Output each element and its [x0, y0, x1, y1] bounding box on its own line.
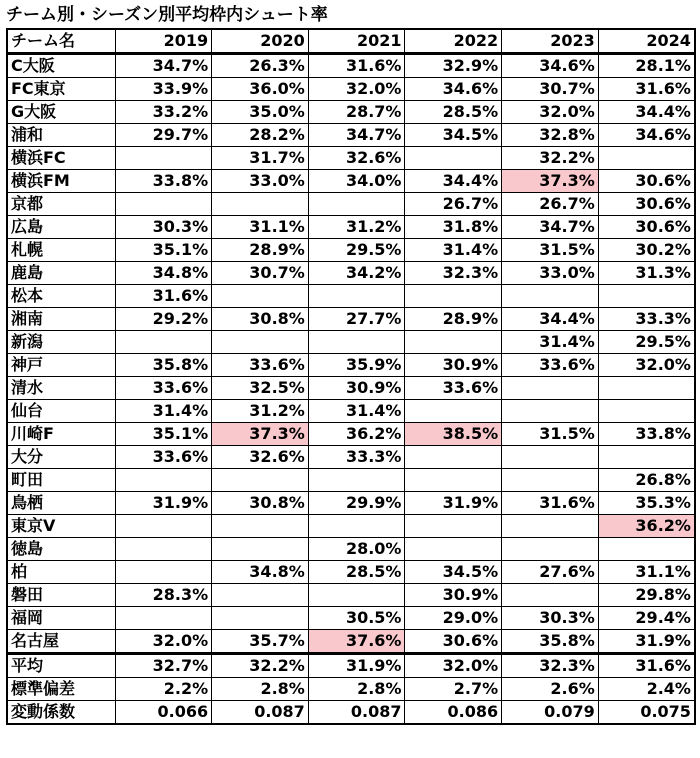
value-cell	[405, 147, 502, 170]
column-header-year: 2019	[115, 29, 212, 54]
value-cell: 31.7%	[212, 147, 309, 170]
team-name: 札幌	[7, 239, 115, 262]
team-name: 湘南	[7, 308, 115, 331]
value-cell: 34.8%	[212, 561, 309, 584]
value-cell: 2.2%	[115, 678, 212, 701]
value-cell: 33.2%	[115, 101, 212, 124]
value-cell: 30.3%	[115, 216, 212, 239]
team-name: 徳島	[7, 538, 115, 561]
value-cell: 34.6%	[502, 54, 599, 78]
value-cell: 34.8%	[115, 262, 212, 285]
summary-row	[7, 701, 695, 725]
value-cell: 38.5%	[405, 423, 502, 446]
table-row	[7, 423, 695, 446]
value-cell: 30.7%	[212, 262, 309, 285]
value-cell	[115, 515, 212, 538]
team-name: 名古屋	[7, 630, 115, 654]
value-cell: 33.8%	[598, 423, 695, 446]
value-cell: 31.2%	[308, 216, 405, 239]
value-cell	[502, 377, 599, 400]
value-cell: 30.2%	[598, 239, 695, 262]
summary-label: 標準偏差	[7, 678, 115, 701]
value-cell: 29.5%	[598, 331, 695, 354]
value-cell	[405, 469, 502, 492]
value-cell: 35.0%	[212, 101, 309, 124]
value-cell: 35.3%	[598, 492, 695, 515]
value-cell: 2.4%	[598, 678, 695, 701]
value-cell	[598, 538, 695, 561]
value-cell	[115, 561, 212, 584]
value-cell: 35.1%	[115, 423, 212, 446]
value-cell: 34.4%	[405, 170, 502, 193]
value-cell: 34.4%	[598, 101, 695, 124]
table-row	[7, 492, 695, 515]
value-cell	[212, 584, 309, 607]
value-cell: 26.3%	[212, 54, 309, 78]
column-header-team: チーム名	[7, 29, 115, 54]
value-cell: 30.6%	[598, 216, 695, 239]
value-cell: 28.3%	[115, 584, 212, 607]
value-cell: 30.8%	[212, 492, 309, 515]
value-cell: 32.5%	[212, 377, 309, 400]
value-cell: 31.1%	[598, 561, 695, 584]
summary-label: 変動係数	[7, 701, 115, 725]
table-row	[7, 101, 695, 124]
value-cell: 29.8%	[598, 584, 695, 607]
team-name: C大阪	[7, 54, 115, 78]
value-cell: 36.0%	[212, 78, 309, 101]
team-name: 鹿島	[7, 262, 115, 285]
value-cell	[598, 446, 695, 469]
value-cell: 31.9%	[308, 654, 405, 678]
value-cell: 32.9%	[405, 54, 502, 78]
value-cell: 32.3%	[405, 262, 502, 285]
value-cell: 31.6%	[502, 492, 599, 515]
value-cell: 28.5%	[405, 101, 502, 124]
team-name: 京都	[7, 193, 115, 216]
value-cell	[115, 147, 212, 170]
value-cell: 34.7%	[308, 124, 405, 147]
team-name: 柏	[7, 561, 115, 584]
value-cell: 31.8%	[405, 216, 502, 239]
value-cell: 32.0%	[405, 654, 502, 678]
team-name: 清水	[7, 377, 115, 400]
table-row	[7, 170, 695, 193]
value-cell: 31.4%	[115, 400, 212, 423]
value-cell: 33.3%	[308, 446, 405, 469]
table-row	[7, 147, 695, 170]
team-name: 横浜FC	[7, 147, 115, 170]
value-cell: 34.4%	[502, 308, 599, 331]
value-cell: 33.6%	[115, 446, 212, 469]
value-cell: 34.2%	[308, 262, 405, 285]
team-name: 東京V	[7, 515, 115, 538]
value-cell: 32.3%	[502, 654, 599, 678]
value-cell: 2.7%	[405, 678, 502, 701]
value-cell: 28.1%	[598, 54, 695, 78]
value-cell: 32.2%	[502, 147, 599, 170]
value-cell: 32.2%	[212, 654, 309, 678]
value-cell: 28.7%	[308, 101, 405, 124]
value-cell	[405, 446, 502, 469]
column-header-year: 2021	[308, 29, 405, 54]
value-cell: 33.6%	[502, 354, 599, 377]
value-cell: 34.5%	[405, 561, 502, 584]
shot-accuracy-table	[6, 28, 696, 725]
table-row	[7, 607, 695, 630]
value-cell: 28.5%	[308, 561, 405, 584]
value-cell: 32.0%	[115, 630, 212, 654]
value-cell: 37.6%	[308, 630, 405, 654]
value-cell: 31.9%	[405, 492, 502, 515]
value-cell: 28.9%	[212, 239, 309, 262]
value-cell: 0.075	[598, 701, 695, 725]
value-cell: 34.6%	[598, 124, 695, 147]
value-cell: 33.6%	[115, 377, 212, 400]
value-cell	[115, 469, 212, 492]
team-name: 松本	[7, 285, 115, 308]
team-name: 川崎F	[7, 423, 115, 446]
table-row	[7, 285, 695, 308]
table-row	[7, 469, 695, 492]
summary-rows	[7, 654, 695, 725]
team-name: 新潟	[7, 331, 115, 354]
value-cell: 31.1%	[212, 216, 309, 239]
value-cell: 33.9%	[115, 78, 212, 101]
value-cell	[212, 538, 309, 561]
value-cell: 28.2%	[212, 124, 309, 147]
team-name: FC東京	[7, 78, 115, 101]
value-cell	[502, 400, 599, 423]
team-name: G大阪	[7, 101, 115, 124]
value-cell: 30.3%	[502, 607, 599, 630]
table-row	[7, 239, 695, 262]
value-cell	[598, 377, 695, 400]
value-cell: 31.4%	[502, 331, 599, 354]
value-cell: 31.6%	[598, 78, 695, 101]
value-cell: 34.7%	[502, 216, 599, 239]
value-cell: 26.7%	[502, 193, 599, 216]
value-cell	[212, 607, 309, 630]
value-cell: 32.0%	[308, 78, 405, 101]
team-name: 神戸	[7, 354, 115, 377]
value-cell: 37.3%	[502, 170, 599, 193]
value-cell: 29.5%	[308, 239, 405, 262]
value-cell	[598, 285, 695, 308]
value-cell: 32.0%	[598, 354, 695, 377]
value-cell: 28.9%	[405, 308, 502, 331]
value-cell	[115, 538, 212, 561]
team-name: 仙台	[7, 400, 115, 423]
summary-row	[7, 678, 695, 701]
value-cell: 35.1%	[115, 239, 212, 262]
team-name: 鳥栖	[7, 492, 115, 515]
value-cell	[308, 469, 405, 492]
table-row	[7, 331, 695, 354]
value-cell: 35.9%	[308, 354, 405, 377]
value-cell: 0.086	[405, 701, 502, 725]
value-cell	[405, 400, 502, 423]
column-header-year: 2023	[502, 29, 599, 54]
summary-row	[7, 654, 695, 678]
value-cell	[308, 331, 405, 354]
column-header-year: 2022	[405, 29, 502, 54]
team-name: 浦和	[7, 124, 115, 147]
header-row	[7, 29, 695, 54]
summary-label: 平均	[7, 654, 115, 678]
table-row	[7, 446, 695, 469]
value-cell	[212, 193, 309, 216]
value-cell	[212, 515, 309, 538]
team-name: 広島	[7, 216, 115, 239]
value-cell: 35.8%	[502, 630, 599, 654]
table-row	[7, 78, 695, 101]
value-cell: 0.087	[212, 701, 309, 725]
table-row	[7, 377, 695, 400]
table-row	[7, 538, 695, 561]
value-cell: 30.5%	[308, 607, 405, 630]
value-cell: 0.079	[502, 701, 599, 725]
value-cell	[115, 193, 212, 216]
value-cell: 37.3%	[212, 423, 309, 446]
value-cell: 34.5%	[405, 124, 502, 147]
value-cell	[115, 607, 212, 630]
team-name: 横浜FM	[7, 170, 115, 193]
value-cell: 31.6%	[598, 654, 695, 678]
value-cell: 32.6%	[212, 446, 309, 469]
team-name: 町田	[7, 469, 115, 492]
value-cell	[502, 538, 599, 561]
value-cell: 34.6%	[405, 78, 502, 101]
table-row	[7, 630, 695, 654]
value-cell: 36.2%	[598, 515, 695, 538]
value-cell: 30.6%	[405, 630, 502, 654]
value-cell	[598, 400, 695, 423]
table-row	[7, 354, 695, 377]
value-cell: 31.9%	[598, 630, 695, 654]
value-cell: 29.2%	[115, 308, 212, 331]
table-row	[7, 54, 695, 78]
value-cell: 0.066	[115, 701, 212, 725]
table-row	[7, 216, 695, 239]
value-cell: 27.7%	[308, 308, 405, 331]
value-cell	[212, 331, 309, 354]
value-cell: 36.2%	[308, 423, 405, 446]
value-cell: 31.2%	[212, 400, 309, 423]
value-cell: 27.6%	[502, 561, 599, 584]
team-name: 磐田	[7, 584, 115, 607]
team-name: 大分	[7, 446, 115, 469]
value-cell: 30.7%	[502, 78, 599, 101]
value-cell	[502, 515, 599, 538]
table-row	[7, 124, 695, 147]
value-cell: 31.6%	[308, 54, 405, 78]
team-name: 福岡	[7, 607, 115, 630]
value-cell	[212, 469, 309, 492]
value-cell: 29.4%	[598, 607, 695, 630]
value-cell: 30.9%	[308, 377, 405, 400]
value-cell: 31.5%	[502, 423, 599, 446]
value-cell: 2.6%	[502, 678, 599, 701]
value-cell: 2.8%	[212, 678, 309, 701]
value-cell	[308, 515, 405, 538]
value-cell: 31.4%	[405, 239, 502, 262]
value-cell	[405, 515, 502, 538]
value-cell: 30.6%	[598, 193, 695, 216]
value-cell: 34.0%	[308, 170, 405, 193]
team-rows	[7, 54, 695, 654]
value-cell: 29.9%	[308, 492, 405, 515]
value-cell	[502, 584, 599, 607]
value-cell: 28.0%	[308, 538, 405, 561]
value-cell: 31.9%	[115, 492, 212, 515]
table-row	[7, 308, 695, 331]
value-cell: 31.4%	[308, 400, 405, 423]
value-cell: 0.087	[308, 701, 405, 725]
value-cell: 32.7%	[115, 654, 212, 678]
value-cell: 29.7%	[115, 124, 212, 147]
value-cell: 31.5%	[502, 239, 599, 262]
value-cell: 32.0%	[502, 101, 599, 124]
table-row	[7, 400, 695, 423]
value-cell: 33.6%	[405, 377, 502, 400]
value-cell: 29.0%	[405, 607, 502, 630]
value-cell: 33.3%	[598, 308, 695, 331]
value-cell: 30.8%	[212, 308, 309, 331]
table-row	[7, 584, 695, 607]
column-header-year: 2020	[212, 29, 309, 54]
value-cell: 2.8%	[308, 678, 405, 701]
value-cell: 34.7%	[115, 54, 212, 78]
page-title: チーム別・シーズン別平均枠内シュート率	[6, 5, 328, 25]
value-cell	[502, 469, 599, 492]
value-cell: 30.6%	[598, 170, 695, 193]
column-header-year: 2024	[598, 29, 695, 54]
value-cell: 33.8%	[115, 170, 212, 193]
value-cell: 30.9%	[405, 354, 502, 377]
value-cell: 32.6%	[308, 147, 405, 170]
value-cell	[405, 331, 502, 354]
value-cell	[212, 285, 309, 308]
value-cell: 33.0%	[502, 262, 599, 285]
value-cell: 26.7%	[405, 193, 502, 216]
table-row	[7, 515, 695, 538]
value-cell	[115, 331, 212, 354]
value-cell: 35.7%	[212, 630, 309, 654]
table-row	[7, 561, 695, 584]
table-row	[7, 262, 695, 285]
value-cell	[502, 285, 599, 308]
table-row	[7, 193, 695, 216]
value-cell	[405, 285, 502, 308]
value-cell	[405, 538, 502, 561]
value-cell	[308, 193, 405, 216]
value-cell: 35.8%	[115, 354, 212, 377]
value-cell	[502, 446, 599, 469]
value-cell	[308, 285, 405, 308]
value-cell: 33.0%	[212, 170, 309, 193]
value-cell: 30.9%	[405, 584, 502, 607]
value-cell: 32.8%	[502, 124, 599, 147]
value-cell: 31.6%	[115, 285, 212, 308]
value-cell: 33.6%	[212, 354, 309, 377]
value-cell: 26.8%	[598, 469, 695, 492]
value-cell: 31.3%	[598, 262, 695, 285]
value-cell	[308, 584, 405, 607]
value-cell	[598, 147, 695, 170]
